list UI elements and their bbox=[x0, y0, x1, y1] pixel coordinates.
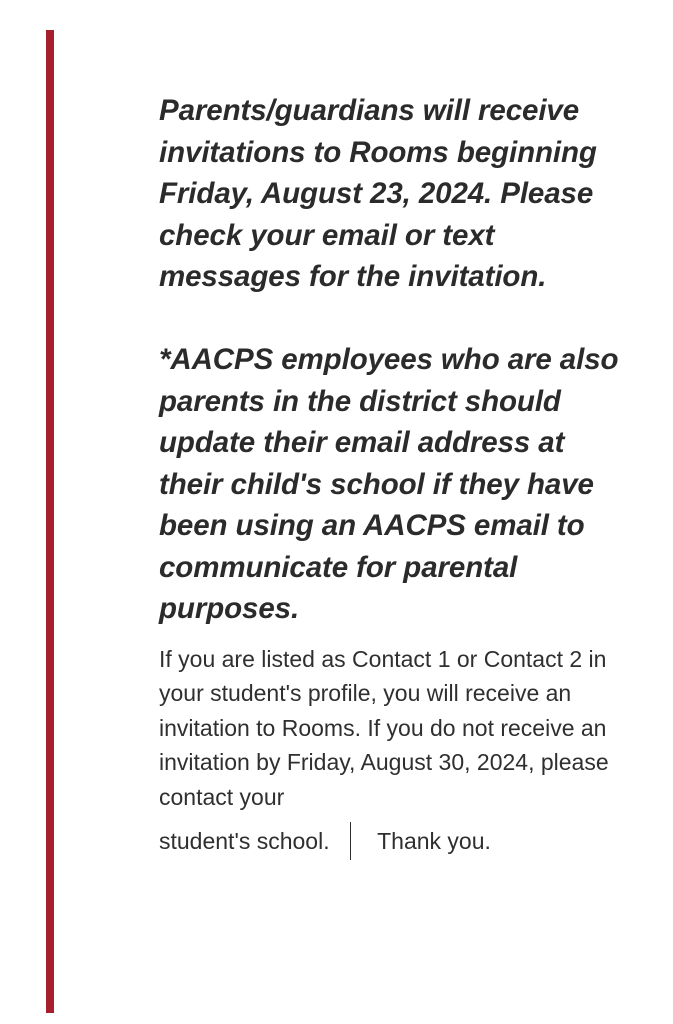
contact-instructions: If you are listed as Contact 1 or Contact 2 in your student's profile, you will receive an invitation to Rooms. If you do not receive an invitation by Friday, August 30, 2024, please contact your bbox=[159, 645, 609, 810]
accent-bar bbox=[46, 30, 54, 1013]
divider bbox=[350, 822, 352, 860]
closing-text: Thank you. bbox=[377, 827, 491, 854]
employee-email-callout: *AACPS employees who are also parents in the district should update their email address at their child's school if they have been using an AACPS email to communicate for parental purposes. bbox=[159, 343, 619, 625]
contact-instructions-end: student's school. bbox=[159, 827, 330, 854]
invitation-callout: Parents/guardians will receive invitations to Rooms beginning Friday, August 23, 2024. Please check your email or text messages for the invitation. bbox=[159, 94, 597, 293]
announcement-content bbox=[159, 90, 634, 864]
closing-line bbox=[159, 818, 634, 864]
